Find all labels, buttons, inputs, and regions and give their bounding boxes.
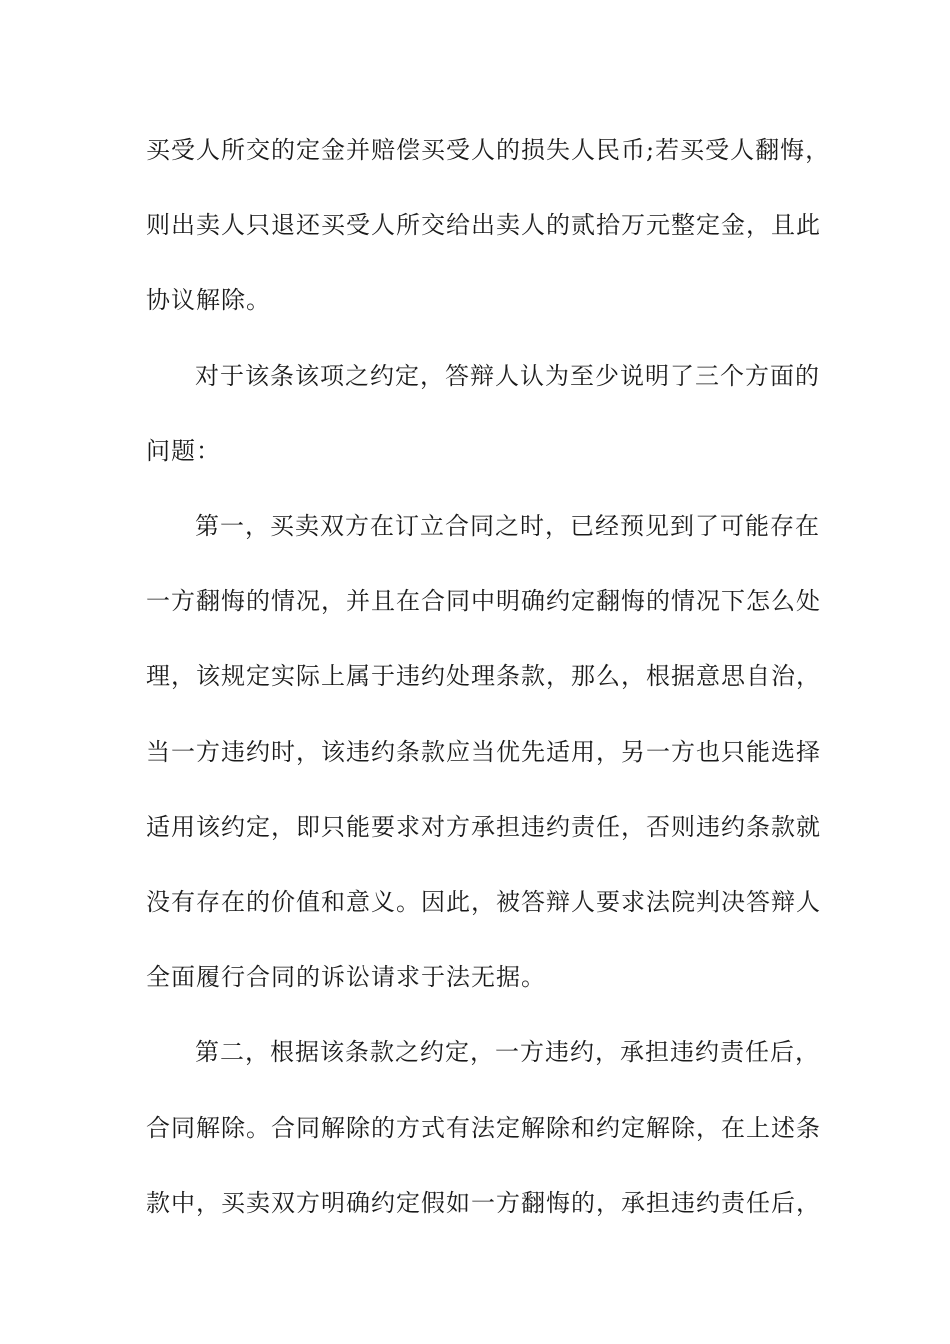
- text-line: 没有存在的价值和意义。因此，被答辩人要求法院判决答辩人: [146, 888, 821, 916]
- text-line: 款中，买卖双方明确约定假如一方翻悔的，承担违约责任后，: [146, 1189, 821, 1217]
- text-line: 合同解除。合同解除的方式有法定解除和约定解除，在上述条: [146, 1114, 821, 1142]
- text-line: 理，该规定实际上属于违约处理条款，那么，根据意思自治，: [146, 662, 821, 690]
- text-line: 买受人所交的定金并赔偿买受人的损失人民币;若买受人翻悔，: [146, 136, 831, 164]
- paragraph-first-line: 第一，买卖双方在订立合同之时，已经预见到了可能存在: [195, 512, 820, 540]
- text-line: 协议解除。: [146, 286, 271, 314]
- text-line: 当一方违约时，该违约条款应当优先适用，另一方也只能选择: [146, 738, 821, 766]
- text-line: 适用该约定，即只能要求对方承担违约责任，否则违约条款就: [146, 813, 821, 841]
- text-line: 一方翻悔的情况，并且在合同中明确约定翻悔的情况下怎么处: [146, 587, 821, 615]
- text-line: 全面履行合同的诉讼请求于法无据。: [146, 963, 546, 991]
- paragraph-first-line: 对于该条该项之约定，答辩人认为至少说明了三个方面的: [195, 362, 820, 390]
- paragraph-first-line: 第二，根据该条款之约定，一方违约，承担违约责任后，: [195, 1038, 820, 1066]
- text-line: 问题：: [146, 437, 221, 465]
- text-line: 则出卖人只退还买受人所交给出卖人的贰拾万元整定金，且此: [146, 211, 821, 239]
